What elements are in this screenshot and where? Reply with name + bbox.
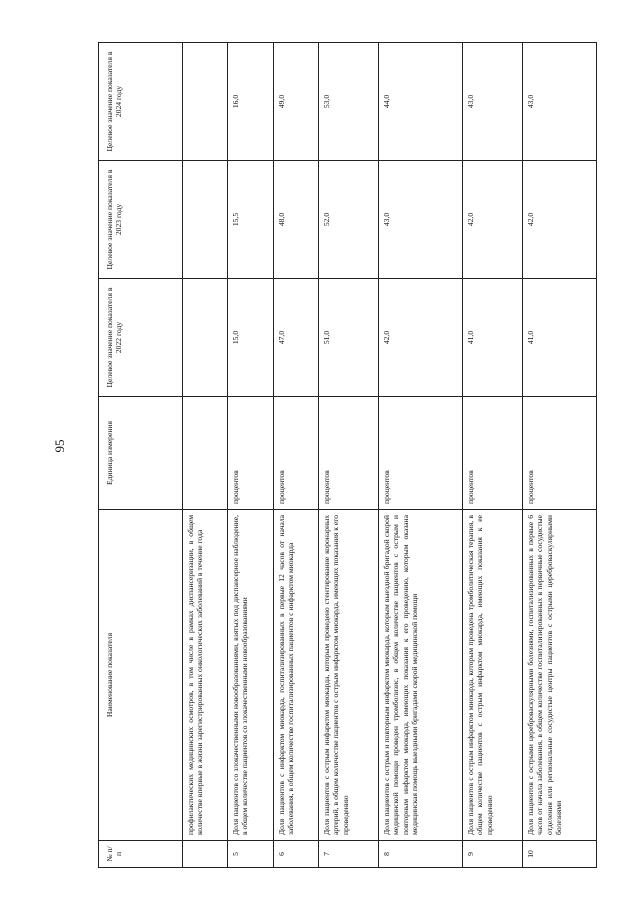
rotated-table-container	[98, 43, 596, 868]
table-row	[183, 43, 228, 868]
row-value-2023: 43,0	[379, 161, 463, 279]
row-num: 7	[319, 841, 379, 868]
row-num	[183, 841, 228, 868]
row-indicator-name: Доля пациентов с острыми цереброваскулярными болезнями, госпитализированных в первые 6 часов от начала заболевания, в общем количестве госпитализированных в первичные сосудистые отделения или региональные сосудистые центры пациентов с острыми цереброваскулярными болезнями	[523, 510, 597, 841]
header-2024: Целевое значение показателя в 2024 году	[99, 43, 183, 161]
table-row	[463, 43, 523, 868]
indicators-table	[98, 42, 597, 868]
row-num: 10	[523, 841, 597, 868]
header-unit: Единица измерения	[99, 397, 183, 510]
row-num: 8	[379, 841, 463, 868]
row-value-2022: 41,0	[523, 279, 597, 397]
row-value-2024: 16,0	[228, 43, 274, 161]
row-value-2024: 53,0	[319, 43, 379, 161]
table-row	[319, 43, 379, 868]
row-value-2024: 43,0	[523, 43, 597, 161]
row-num: 6	[274, 841, 319, 868]
row-indicator-name: Доля пациентов с острым и повторным инфарктом миокарда, которым выездной бригадой скорой медицинской помощи проведен тромболизис, в общем количестве пациентов с острым и повторным инфарктом миокарда, имеющих показания к его проведению, которым оказана медицинская помощь выездными бригадами скорой медицинской помощи	[379, 510, 463, 841]
header-name: Наименование показателя	[99, 510, 183, 841]
row-value-2023: 15,5	[228, 161, 274, 279]
row-value-2023: 42,0	[523, 161, 597, 279]
row-unit: процентов	[228, 397, 274, 510]
table-row	[379, 43, 463, 868]
row-unit: процентов	[463, 397, 523, 510]
header-2022: Целевое значение показателя в 2022 году	[99, 279, 183, 397]
row-value-2024: 43,0	[463, 43, 523, 161]
row-value-2022: 15,0	[228, 279, 274, 397]
row-unit: процентов	[379, 397, 463, 510]
row-value-2024: 44,0	[379, 43, 463, 161]
header-2023: Целевое значение показателя в 2023 году	[99, 161, 183, 279]
row-value-2022: 47,0	[274, 279, 319, 397]
row-value-2023: 42,0	[463, 161, 523, 279]
row-value-2022: 42,0	[379, 279, 463, 397]
row-unit: процентов	[274, 397, 319, 510]
row-indicator-name: профилактических медицинских осмотров, в том числе в рамках диспансеризации, в общем количестве впервые в жизни зарегистрированных онкологических заболеваний в течение года	[183, 510, 228, 841]
table-header-row	[99, 43, 183, 868]
row-value-2022: 51,0	[319, 279, 379, 397]
table-row	[274, 43, 319, 868]
row-value-2024	[183, 43, 228, 161]
row-value-2024: 49,0	[274, 43, 319, 161]
row-value-2022	[183, 279, 228, 397]
row-value-2022: 41,0	[463, 279, 523, 397]
row-num: 5	[228, 841, 274, 868]
row-indicator-name: Доля пациентов с острым инфарктом миокарда, которым проведено стентирование коронарных артерий, в общем количестве пациентов с острым инфарктом миокарда, имеющих показания к его проведению	[319, 510, 379, 841]
row-unit: процентов	[523, 397, 597, 510]
row-indicator-name: Доля пациентов со злокачественными новообразованиями, взятых под диспансерное наблюдение, в общем количестве пациентов со злокачественными новообразованиями	[228, 510, 274, 841]
page-number: 95	[52, 439, 67, 453]
row-unit: процентов	[319, 397, 379, 510]
row-indicator-name: Доля пациентов с острым инфарктом миокарда, которым проведена тромболитическая терапия, в общем количестве пациентов с острым инфарктом миокарда, имеющих показания к ее проведению	[463, 510, 523, 841]
row-unit	[183, 397, 228, 510]
row-num: 9	[463, 841, 523, 868]
row-indicator-name: Доля пациентов с инфарктом миокарда, госпитализированных в первые 12 часов от начала заболевания, в общем количестве госпитализированных пациентов с инфарктом миокарда	[274, 510, 319, 841]
header-num: № п/п	[99, 841, 183, 868]
row-value-2023	[183, 161, 228, 279]
row-value-2023: 52,0	[319, 161, 379, 279]
table-row	[228, 43, 274, 868]
row-value-2023: 48,0	[274, 161, 319, 279]
table-row	[523, 43, 597, 868]
